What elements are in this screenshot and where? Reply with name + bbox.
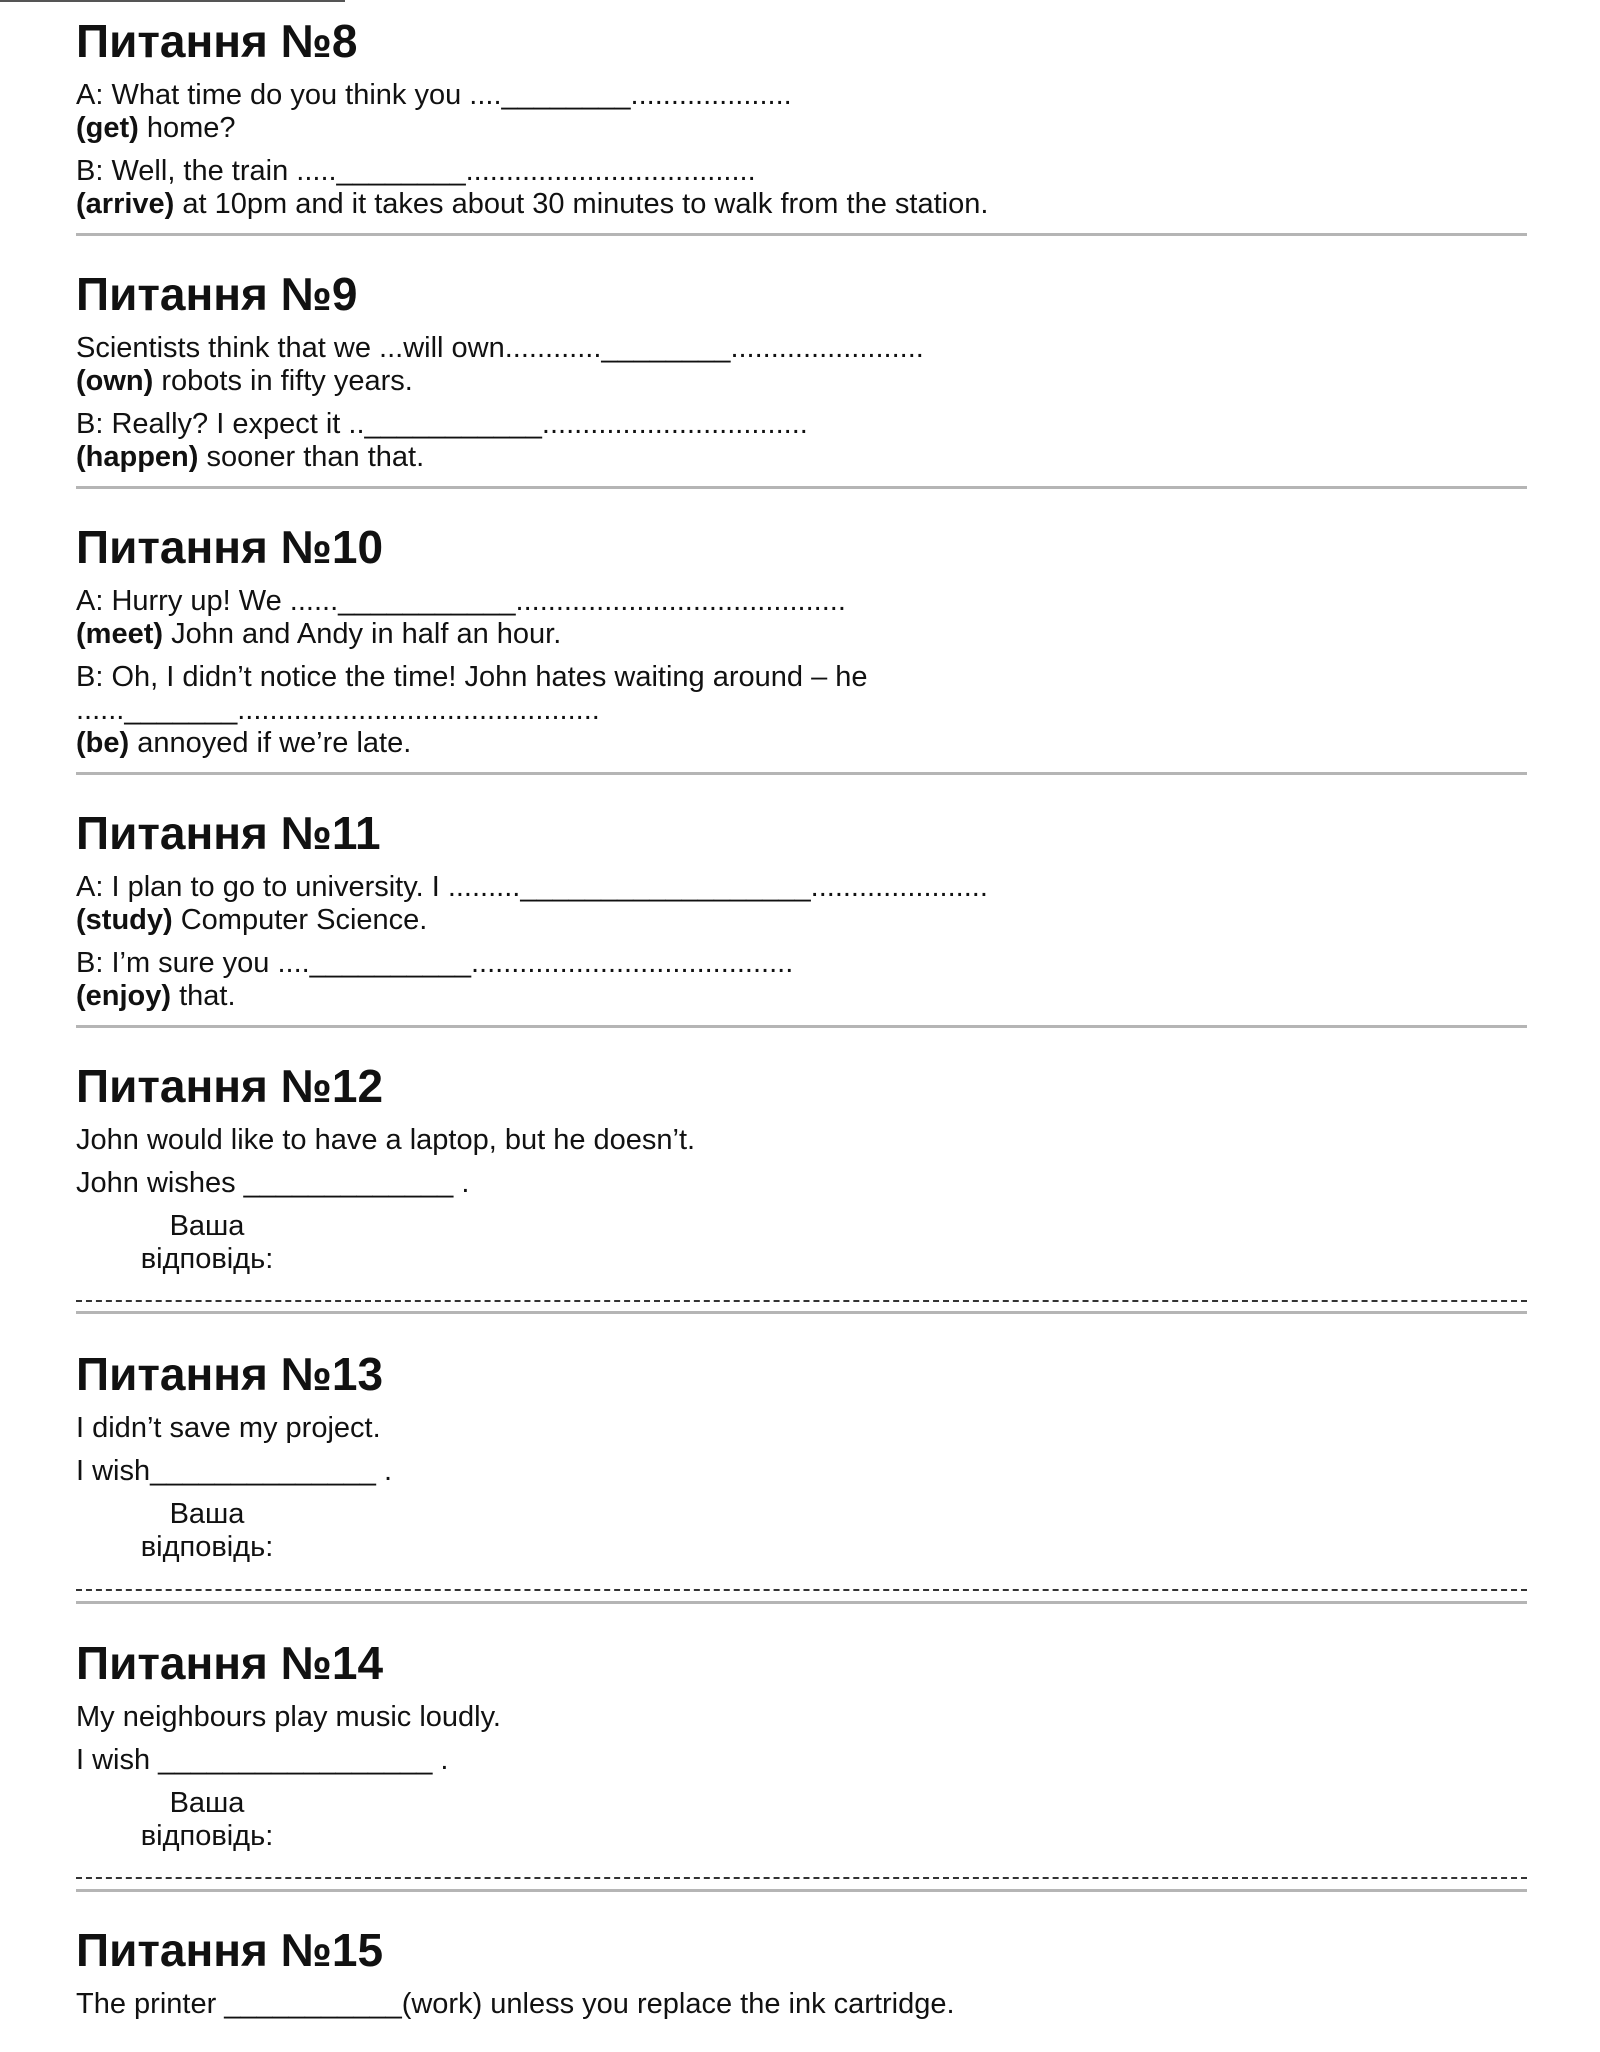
question-line [76, 1167, 1527, 1200]
verb-hint: (happen) [76, 441, 199, 473]
question-line [76, 365, 1527, 398]
line-text: John and Andy in half an hour. [163, 618, 562, 650]
question-title: Питання №9 [76, 268, 358, 320]
question-title: Питання №10 [76, 521, 384, 573]
line-text: that. [171, 980, 236, 1012]
question-title: Питання №11 [76, 807, 381, 859]
line-text: Scientists think that we ...will own............________........................ [76, 332, 924, 364]
line-text: B: Well, the train .....________.................................... [76, 155, 756, 187]
question-title: Питання №14 [76, 1637, 384, 1689]
verb-hint: (meet) [76, 618, 164, 650]
question-line [76, 1988, 1527, 2021]
line-text: A: What time do you think you ....________.................... [76, 79, 792, 111]
verb-hint: (arrive) [76, 188, 175, 220]
question-line [76, 1124, 1527, 1157]
question-12 [76, 1058, 1527, 1276]
question-line [76, 947, 1527, 980]
question-line [76, 904, 1527, 937]
question-line [76, 408, 1527, 441]
answer-label [134, 1787, 280, 1853]
verb-hint: (own) [76, 365, 154, 397]
line-text: A: Hurry up! We ......___________......................................... [76, 585, 846, 617]
answer-input-line[interactable] [76, 1300, 1527, 1302]
line-text: A: I plan to go to university. I .........__________________...................... [76, 871, 988, 903]
question-line [76, 112, 1527, 145]
answer-label-line: Ваша [169, 1210, 245, 1242]
top-rule [0, 0, 345, 2]
question-title: Питання №15 [76, 1924, 384, 1976]
line-text: My neighbours play music loudly. [76, 1701, 501, 1733]
answer-label-line: Ваша [169, 1498, 245, 1530]
question-paragraph [76, 332, 1527, 398]
line-text: The printer ___________(work) unless you replace the ink cartridge. [76, 1988, 955, 2020]
question-divider [76, 486, 1527, 489]
question-line [76, 585, 1527, 618]
line-text: B: Really? I expect it ..___________................................. [76, 408, 808, 440]
line-text: annoyed if we’re late. [129, 727, 412, 759]
question-paragraph [76, 1744, 1527, 1777]
question-divider [76, 1025, 1527, 1028]
answer-label [134, 1498, 280, 1564]
question-11 [76, 805, 1527, 1023]
question-line [76, 980, 1527, 1013]
line-text: B: I’m sure you ....__________........................................ [76, 947, 794, 979]
line-text: B: Oh, I didn’t notice the time! John hates waiting around – he [76, 661, 868, 693]
line-text: I wish______________ . [76, 1455, 393, 1487]
question-paragraph [76, 1167, 1527, 1200]
line-text: robots in fifty years. [153, 365, 413, 397]
line-text: home? [138, 112, 236, 144]
answer-label-line: Ваша [169, 1787, 245, 1819]
line-text: John would like to have a laptop, but he doesn’t. [76, 1124, 696, 1156]
question-paragraph [76, 661, 1527, 760]
verb-hint: (get) [76, 112, 139, 144]
question-line [76, 1455, 1527, 1488]
question-title: Питання №13 [76, 1348, 384, 1400]
line-text: at 10pm and it takes about 30 minutes to walk from the station. [174, 188, 989, 220]
question-line [76, 694, 1527, 727]
line-text: I wish _________________ . [76, 1744, 449, 1776]
question-line [76, 871, 1527, 904]
answer-label-line: відповідь: [140, 1820, 274, 1852]
verb-hint: (study) [76, 904, 173, 936]
question-13 [76, 1346, 1527, 1564]
question-line [76, 332, 1527, 365]
line-text: I didn’t save my project. [76, 1412, 381, 1444]
question-paragraph [76, 585, 1527, 651]
question-title: Питання №8 [76, 15, 358, 67]
question-paragraph [76, 79, 1527, 145]
question-line [76, 1701, 1527, 1734]
answer-label-line: відповідь: [140, 1531, 274, 1563]
question-paragraph [76, 1124, 1527, 1157]
question-10 [76, 519, 1527, 770]
question-paragraph [76, 1412, 1527, 1445]
question-paragraph [76, 1455, 1527, 1488]
verb-hint: (enjoy) [76, 980, 172, 1012]
answer-label-line: відповідь: [140, 1243, 274, 1275]
question-paragraph [76, 871, 1527, 937]
question-8 [76, 13, 1527, 231]
question-line [76, 155, 1527, 188]
question-15 [76, 1922, 1527, 2031]
line-text: ......_______............................................. [76, 694, 600, 726]
question-paragraph [76, 1701, 1527, 1734]
question-line [76, 661, 1527, 694]
question-line [76, 727, 1527, 760]
question-divider [76, 772, 1527, 775]
question-14 [76, 1635, 1527, 1853]
question-line [76, 1744, 1527, 1777]
question-paragraph [76, 1988, 1527, 2021]
question-divider [76, 233, 1527, 236]
question-line [76, 79, 1527, 112]
question-line [76, 618, 1527, 651]
answer-input-line[interactable] [76, 1589, 1527, 1591]
question-divider [76, 1889, 1527, 1892]
answer-label [134, 1210, 280, 1276]
question-line [76, 1412, 1527, 1445]
question-line [76, 441, 1527, 474]
question-title: Питання №12 [76, 1060, 384, 1112]
answer-input-line[interactable] [76, 1877, 1527, 1879]
question-paragraph [76, 408, 1527, 474]
question-divider [76, 1311, 1527, 1314]
question-paragraph [76, 155, 1527, 221]
question-divider [76, 1601, 1527, 1604]
question-9 [76, 266, 1527, 484]
verb-hint: (be) [76, 727, 130, 759]
line-text: John wishes _____________ . [76, 1167, 470, 1199]
line-text: sooner than that. [198, 441, 425, 473]
line-text: Computer Science. [172, 904, 428, 936]
question-line [76, 188, 1527, 221]
question-paragraph [76, 947, 1527, 1013]
